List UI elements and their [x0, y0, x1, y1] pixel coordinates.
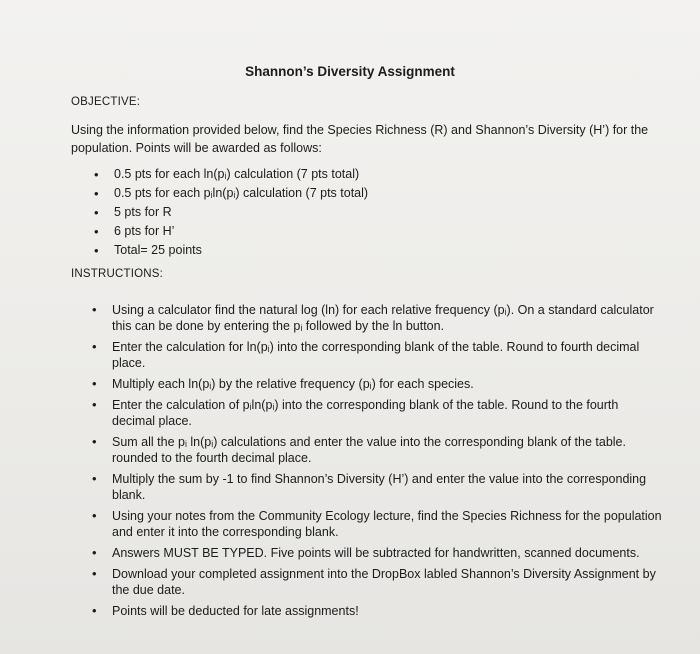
bullet-icon: •	[92, 397, 97, 412]
objective-intro: Using the information provided below, find the Species Richness (R) and Shannon’s Diversity (H’) for the population. Points will be awarded as follows:	[71, 123, 649, 155]
list-item: • Enter the calculation of pᵢln(pᵢ) into the corresponding blank of the table. Round to the fourth decimal place.	[92, 397, 619, 428]
list-item: • Using a calculator find the natural log (ln) for each relative frequency (pᵢ). On a standard calculator this can be done by entering the pᵢ followed by the ln button.	[92, 302, 654, 333]
points-list	[94, 165, 368, 260]
list-item: • Multiply the sum by -1 to find Shannon’s Diversity (H’) and enter the value into the corresponding blank.	[92, 471, 647, 502]
bullet-icon: •	[92, 566, 97, 581]
bullet-icon: •	[92, 545, 97, 560]
bullet-icon: •	[94, 205, 99, 220]
list-item: • 0.5 pts for each pᵢln(pᵢ) calculation (7 pts total)	[94, 186, 369, 201]
instructions-list	[92, 302, 662, 624]
bullet-icon: •	[94, 186, 99, 201]
bullet-icon: •	[92, 339, 97, 354]
bullet-icon: •	[92, 603, 97, 618]
bullet-icon: •	[92, 302, 97, 317]
list-item: • Points will be deducted for late assignments!	[92, 603, 359, 618]
list-item: • Download your completed assignment into the DropBox labled Shannon’s Diversity Assignment by the due date.	[92, 566, 656, 597]
objective-heading: OBJECTIVE:	[71, 96, 141, 108]
bullet-icon: •	[94, 224, 99, 239]
list-item: • Sum all the pᵢ ln(pᵢ) calculations and enter the value into the corresponding blank of the table. rounded to the fourth decimal place.	[92, 434, 626, 465]
page-title: Shannon’s Diversity Assignment	[245, 64, 455, 79]
instructions-heading: INSTRUCTIONS:	[71, 268, 164, 280]
list-item: • Total= 25 points	[94, 243, 202, 258]
bullet-icon: •	[94, 243, 99, 258]
bullet-icon: •	[94, 167, 99, 182]
list-item: • 6 pts for H’	[94, 224, 175, 239]
bullet-icon: •	[92, 508, 97, 523]
bullet-icon: •	[92, 434, 97, 449]
list-item: • 0.5 pts for each ln(pᵢ) calculation (7 pts total)	[94, 167, 360, 182]
bullet-icon: •	[92, 376, 97, 391]
list-item: • Answers MUST BE TYPED. Five points will be subtracted for handwritten, scanned documents.	[92, 545, 640, 560]
bullet-icon: •	[92, 471, 97, 486]
list-item: • Enter the calculation for ln(pᵢ) into the corresponding blank of the table. Round to fourth decimal place.	[92, 339, 640, 370]
list-item: • Using your notes from the Community Ecology lecture, find the Species Richness for the population and enter it into the corresponding blank.	[92, 508, 662, 539]
list-item: • 5 pts for R	[94, 205, 172, 220]
list-item: • Multiply each ln(pᵢ) by the relative frequency (pᵢ) for each species.	[92, 376, 474, 391]
